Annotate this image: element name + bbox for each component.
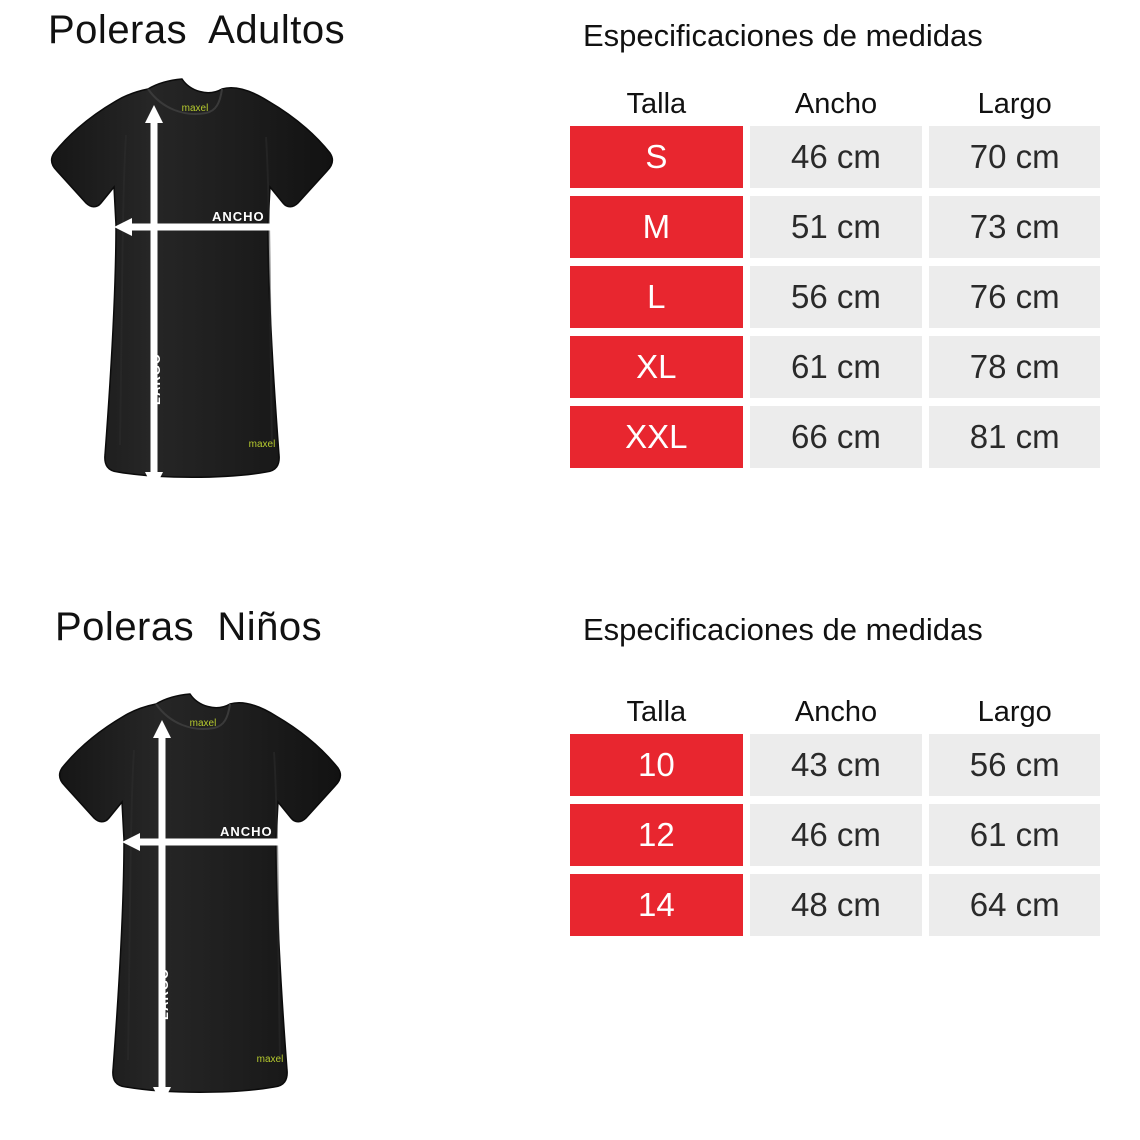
ancho-label: ANCHO bbox=[220, 824, 273, 839]
size-badge: 10 bbox=[570, 734, 743, 796]
length-value: 78 cm bbox=[929, 336, 1100, 398]
length-value: 56 cm bbox=[929, 734, 1100, 796]
largo-label: LARGO bbox=[148, 353, 163, 405]
table-row bbox=[570, 336, 1100, 398]
tshirt-diagram-adults bbox=[30, 75, 360, 515]
tshirt-icon bbox=[38, 690, 368, 1130]
page-title-adultos: Poleras Adultos bbox=[48, 8, 346, 52]
length-value: 70 cm bbox=[929, 126, 1100, 188]
column-header-talla: Talla bbox=[626, 87, 687, 120]
largo-label: LARGO bbox=[156, 968, 171, 1020]
size-table-kids bbox=[570, 690, 1100, 944]
column-header-largo: Largo bbox=[977, 87, 1052, 120]
brand-logo-collar: maxel bbox=[181, 103, 209, 114]
size-table-adults bbox=[570, 82, 1100, 476]
column-header-largo: Largo bbox=[977, 695, 1052, 728]
length-value: 76 cm bbox=[929, 266, 1100, 328]
tshirt-diagram-kids bbox=[38, 690, 368, 1130]
table-header-row bbox=[570, 690, 1100, 734]
width-value: 56 cm bbox=[750, 266, 923, 328]
brand-logo-hem: maxel bbox=[256, 1054, 284, 1065]
size-badge: L bbox=[570, 266, 743, 328]
size-badge: M bbox=[570, 196, 743, 258]
table-row bbox=[570, 406, 1100, 468]
column-header-talla: Talla bbox=[626, 695, 687, 728]
spec-title-adultos: Especificaciones de medidas bbox=[583, 18, 983, 53]
length-value: 64 cm bbox=[929, 874, 1100, 936]
table-row bbox=[570, 734, 1100, 796]
width-value: 48 cm bbox=[750, 874, 923, 936]
width-value: 61 cm bbox=[750, 336, 923, 398]
width-value: 46 cm bbox=[750, 804, 923, 866]
width-value: 43 cm bbox=[750, 734, 923, 796]
width-value: 66 cm bbox=[750, 406, 923, 468]
column-header-ancho: Ancho bbox=[794, 87, 878, 120]
length-value: 81 cm bbox=[929, 406, 1100, 468]
table-row bbox=[570, 266, 1100, 328]
size-badge: 12 bbox=[570, 804, 743, 866]
size-badge: S bbox=[570, 126, 743, 188]
length-value: 61 cm bbox=[929, 804, 1100, 866]
table-row bbox=[570, 804, 1100, 866]
ancho-label: ANCHO bbox=[212, 209, 265, 224]
table-row bbox=[570, 196, 1100, 258]
size-badge: 14 bbox=[570, 874, 743, 936]
length-value: 73 cm bbox=[929, 196, 1100, 258]
table-row bbox=[570, 874, 1100, 936]
spec-title-ninos: Especificaciones de medidas bbox=[583, 612, 983, 647]
width-value: 46 cm bbox=[750, 126, 923, 188]
table-row bbox=[570, 126, 1100, 188]
tshirt-icon bbox=[30, 75, 360, 515]
column-header-ancho: Ancho bbox=[794, 695, 878, 728]
table-header-row bbox=[570, 82, 1100, 126]
brand-logo-collar: maxel bbox=[189, 718, 217, 729]
size-badge: XL bbox=[570, 336, 743, 398]
page-title-ninos: Poleras Niños bbox=[55, 605, 323, 649]
brand-logo-hem: maxel bbox=[248, 439, 276, 450]
width-value: 51 cm bbox=[750, 196, 923, 258]
size-badge: XXL bbox=[570, 406, 743, 468]
